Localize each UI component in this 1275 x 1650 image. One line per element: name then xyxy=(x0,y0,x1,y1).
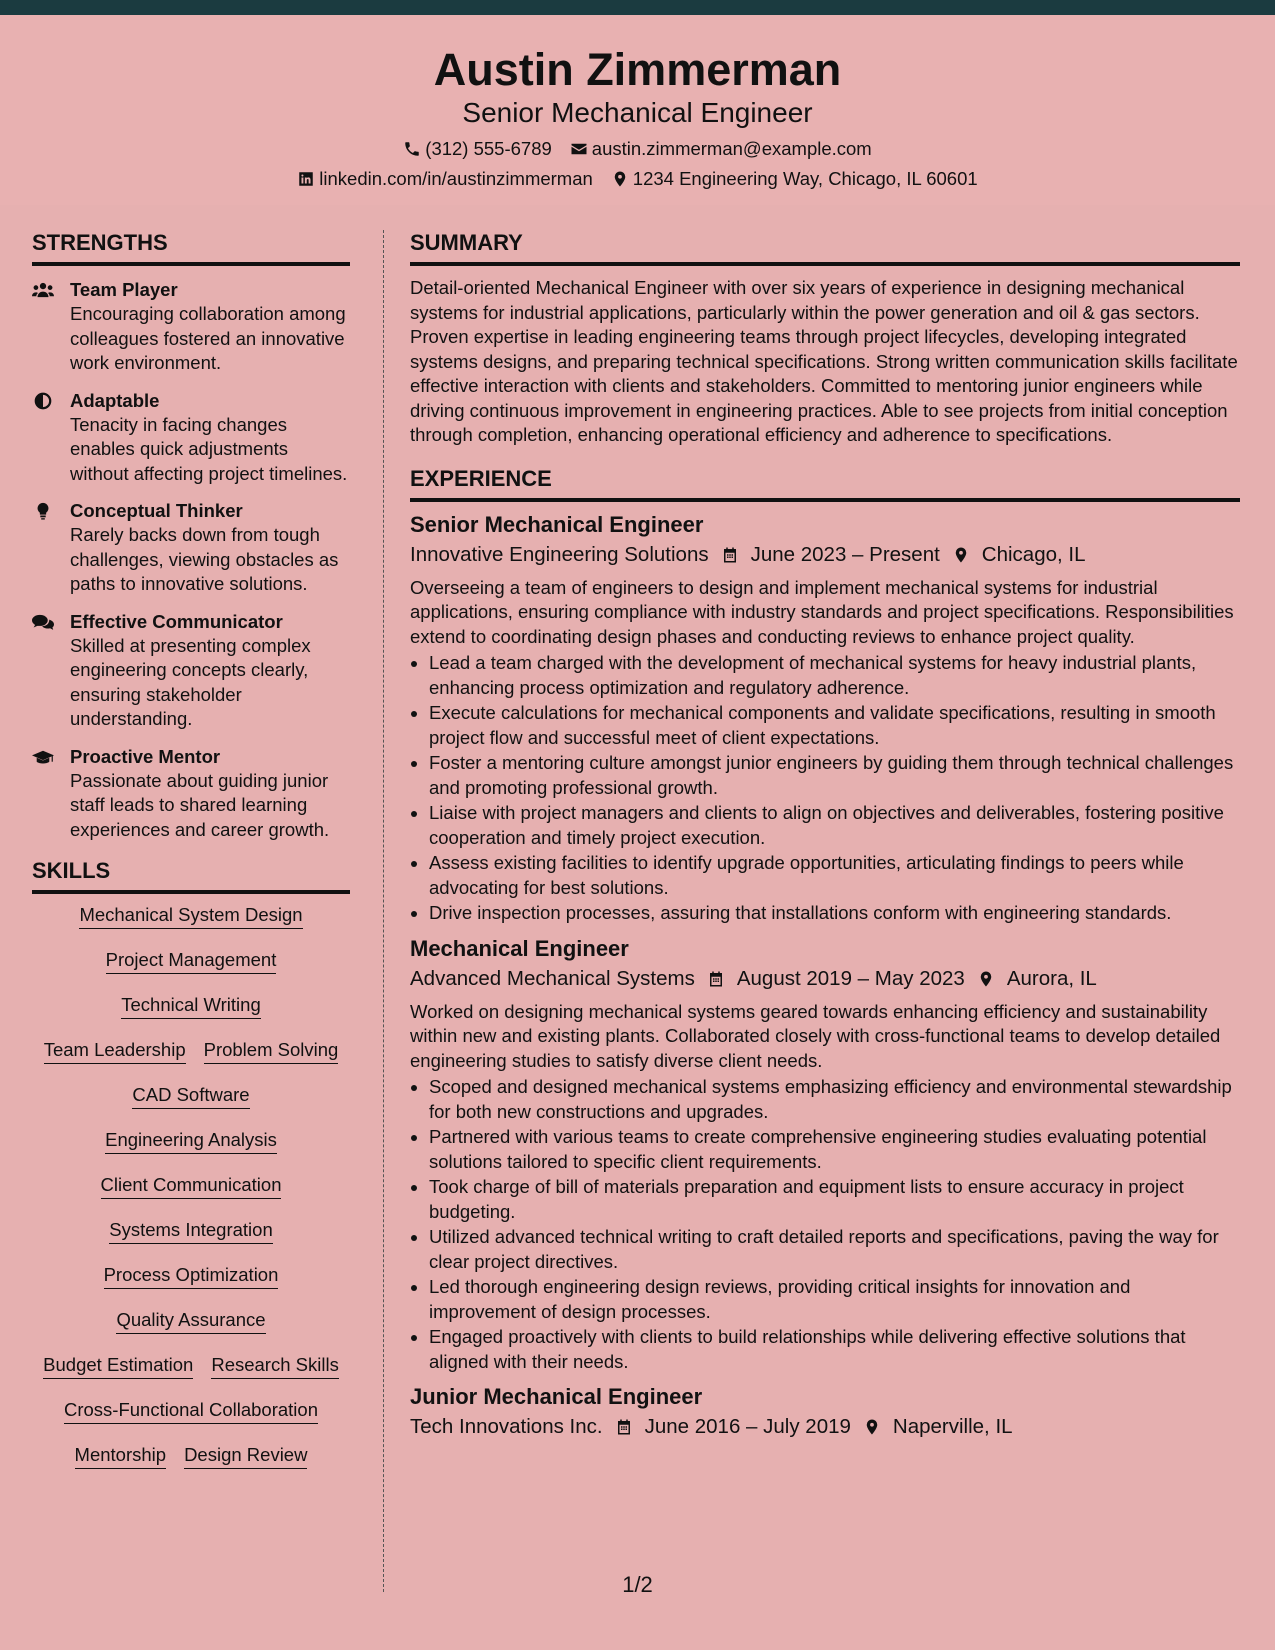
strength-title: Team Player xyxy=(70,279,178,300)
skill-tag: Mentorship xyxy=(75,1444,167,1469)
job-location: Chicago, IL xyxy=(981,542,1086,566)
comments-icon xyxy=(32,610,70,732)
job-bullet: • Lead a team charged with the development of mechanical systems for heavy industrial plants, enhancing process optimization and regulatory adherence. xyxy=(429,651,1240,700)
skill-row xyxy=(32,1129,350,1154)
map-pin-icon xyxy=(977,970,995,988)
skill-tag: Research Skills xyxy=(211,1354,339,1379)
job-location: Naperville, IL xyxy=(892,1415,1013,1438)
strength-desc: Skilled at presenting complex engineering concepts clearly, ensuring stakeholder understanding. xyxy=(70,634,311,729)
strength-desc: Passionate about guiding junior staff leads to shared learning experiences and career growth. xyxy=(70,769,330,840)
skill-row xyxy=(32,1264,350,1289)
job-company: Innovative Engineering Solutions xyxy=(410,542,709,566)
skill-tag: Team Leadership xyxy=(44,1039,186,1064)
strength-desc: Tenacity in facing changes enables quick adjustments without affecting project timelines. xyxy=(70,413,348,484)
job-bullet: • Scoped and designed mechanical systems emphasizing efficiency and environmental stewardship for both new constructions and upgrades. xyxy=(429,1075,1240,1124)
address-contact xyxy=(611,167,978,191)
skill-row xyxy=(32,1444,350,1469)
skill-row xyxy=(32,1399,350,1424)
skill-tag: Budget Estimation xyxy=(43,1354,193,1379)
map-pin-icon xyxy=(952,546,970,564)
job-title: Mechanical Engineer xyxy=(410,935,629,961)
strength-title: Proactive Mentor xyxy=(70,745,221,767)
job-dates: June 2023 – Present xyxy=(750,542,940,566)
lightbulb-icon xyxy=(32,499,70,597)
skill-row xyxy=(32,1039,350,1064)
map-pin-icon xyxy=(611,170,629,188)
skill-tag: Quality Assurance xyxy=(116,1309,265,1334)
skill-tag: Client Communication xyxy=(101,1174,282,1199)
skill-tag: Mechanical System Design xyxy=(79,904,302,929)
strength-desc: Rarely backs down from tough challenges, viewing obstacles as paths to innovative solutions. xyxy=(70,524,339,594)
job-company: Tech Innovations Inc. xyxy=(410,1415,603,1438)
job-bullet: • Partnered with various teams to create comprehensive engineering studies evaluating potential solutions tailored to specific client requirements. xyxy=(429,1125,1240,1174)
job-meta xyxy=(410,964,1240,994)
job-bullet: • Took charge of bill of materials preparation and equipment lists to ensure accuracy in project budgeting. xyxy=(429,1175,1240,1224)
experience-heading: EXPERIENCE xyxy=(410,464,1240,502)
calendar-icon xyxy=(707,970,725,988)
top-bar xyxy=(0,0,1275,15)
skill-tag: Problem Solving xyxy=(204,1039,339,1064)
email-text[interactable]: austin.zimmerman@example.com xyxy=(591,138,872,159)
job-location: Aurora, IL xyxy=(1006,966,1097,990)
job-bullets xyxy=(410,1075,1240,1374)
job-bullet: • Foster a mentoring culture amongst junior engineers by guiding them through technical challenges and promoting professional growth. xyxy=(429,751,1240,800)
job-bullets xyxy=(410,651,1240,926)
left-column xyxy=(32,228,350,1489)
strength-title: Conceptual Thinker xyxy=(70,500,243,521)
candidate-title: Senior Mechanical Engineer xyxy=(462,97,813,128)
job-meta xyxy=(410,1412,1240,1442)
calendar-icon xyxy=(721,546,739,564)
skill-tag: Systems Integration xyxy=(109,1219,273,1244)
strength-item xyxy=(32,278,350,376)
skill-tag: Engineering Analysis xyxy=(105,1129,277,1154)
calendar-icon xyxy=(615,1418,633,1436)
skill-row xyxy=(32,949,350,974)
phone-icon xyxy=(403,140,421,158)
email-contact[interactable] xyxy=(570,137,872,161)
map-pin-icon xyxy=(863,1418,881,1436)
job-bullet: • Liaise with project managers and clients to align on objectives and deliverables, fostering positive cooperation and timely project execution. xyxy=(429,801,1240,850)
job-description: Worked on designing mechanical systems geared towards enhancing efficiency and sustainability within new and existing plants. Collaborated closely with cross-functional teams to develop detailed engineering studies to satisfy diverse client needs. xyxy=(410,1000,1221,1071)
skill-tag: Process Optimization xyxy=(104,1264,279,1289)
candidate-name: Austin Zimmerman xyxy=(433,44,842,95)
job-dates: August 2019 – May 2023 xyxy=(736,966,965,990)
strength-item xyxy=(32,745,350,843)
skill-tag: Project Management xyxy=(106,949,277,974)
phone-contact xyxy=(403,137,552,161)
users-icon xyxy=(32,278,70,376)
skills-list xyxy=(32,904,350,1469)
page-number: 1/2 xyxy=(622,1572,653,1597)
resume-header xyxy=(0,15,1275,205)
skill-row xyxy=(32,1174,350,1199)
job-bullet: • Engaged proactively with clients to build relationships while delivering effective solutions that aligned with their needs. xyxy=(429,1325,1240,1374)
skill-tag: Technical Writing xyxy=(121,994,261,1019)
job-bullet: • Led thorough engineering design reviews, providing critical insights for innovation and improvement of design processes. xyxy=(429,1275,1240,1324)
contact-row-2 xyxy=(0,167,1275,191)
strengths-heading: STRENGTHS xyxy=(32,228,350,266)
job-entry xyxy=(410,510,1240,926)
contact-row-1 xyxy=(0,137,1275,161)
linkedin-contact[interactable] xyxy=(297,167,593,191)
skill-tag: Cross-Functional Collaboration xyxy=(64,1399,318,1424)
job-title: Senior Mechanical Engineer xyxy=(410,511,704,537)
job-company: Advanced Mechanical Systems xyxy=(410,966,695,990)
skill-row xyxy=(32,994,350,1019)
job-entry xyxy=(410,934,1240,1375)
job-bullet: • Utilized advanced technical writing to craft detailed reports and specifications, paving the way for clear project directives. xyxy=(429,1225,1240,1274)
job-bullet: • Execute calculations for mechanical components and validate specifications, resulting in smooth project flow and successful meet of client expectations. xyxy=(429,701,1240,750)
summary-heading: SUMMARY xyxy=(410,228,1240,266)
column-divider xyxy=(383,230,384,1592)
skill-tag: Design Review xyxy=(184,1444,307,1469)
strength-title: Effective Communicator xyxy=(70,610,283,632)
job-description: Overseeing a team of engineers to design and implement mechanical systems for industrial applications, ensuring compliance with industry standards and project specifications. Responsibilities extend to coordinating design phases and conducting reviews to enhance project quality. xyxy=(410,576,1234,647)
job-entry xyxy=(410,1382,1240,1442)
right-column xyxy=(410,228,1240,1448)
envelope-icon xyxy=(570,140,588,158)
job-dates: June 2016 – July 2019 xyxy=(644,1415,851,1438)
phone-text: (312) 555-6789 xyxy=(425,138,552,159)
strength-title: Adaptable xyxy=(70,389,160,411)
skills-heading: SKILLS xyxy=(32,856,350,894)
job-bullet: • Drive inspection processes, assuring that installations conform with engineering standards. xyxy=(429,901,1240,926)
strength-item xyxy=(32,499,350,597)
skill-row xyxy=(32,1309,350,1334)
skill-row xyxy=(32,1354,350,1379)
address-text: 1234 Engineering Way, Chicago, IL 60601 xyxy=(632,168,978,189)
job-meta xyxy=(410,540,1240,570)
job-title: Junior Mechanical Engineer xyxy=(410,1384,703,1409)
linkedin-text[interactable]: linkedin.com/in/austinzimmerman xyxy=(319,168,593,189)
skill-row xyxy=(32,1084,350,1109)
job-bullet: • Assess existing facilities to identify upgrade opportunities, articulating findings to peers while advocating for best solutions. xyxy=(429,851,1240,900)
skill-tag: CAD Software xyxy=(132,1084,249,1109)
strength-desc: Encouraging collaboration among colleagues fostered an innovative work environment. xyxy=(70,303,346,373)
linkedin-icon xyxy=(297,170,315,188)
summary-text: Detail-oriented Mechanical Engineer with over six years of experience in designing mechanical systems for industrial applications, particularly within the power generation and oil & gas sectors. Proven expertise in leading engineering teams through project lifecycles, developing integrated systems designs, and preparing technical specifications. Strong written communication skills facilitate effective interaction with clients and stakeholders. Committed to mentoring junior engineers while driving continuous improvement in engineering practices. Able to see projects from initial conception through completion, enhancing operational efficiency and adherence to specifications. xyxy=(410,277,1238,445)
strength-item xyxy=(32,610,350,732)
half-circle-icon xyxy=(32,389,70,487)
graduation-cap-icon xyxy=(32,745,70,843)
skill-row xyxy=(32,1219,350,1244)
skill-row xyxy=(32,904,350,929)
strengths-list xyxy=(32,278,350,842)
strength-item xyxy=(32,389,350,487)
